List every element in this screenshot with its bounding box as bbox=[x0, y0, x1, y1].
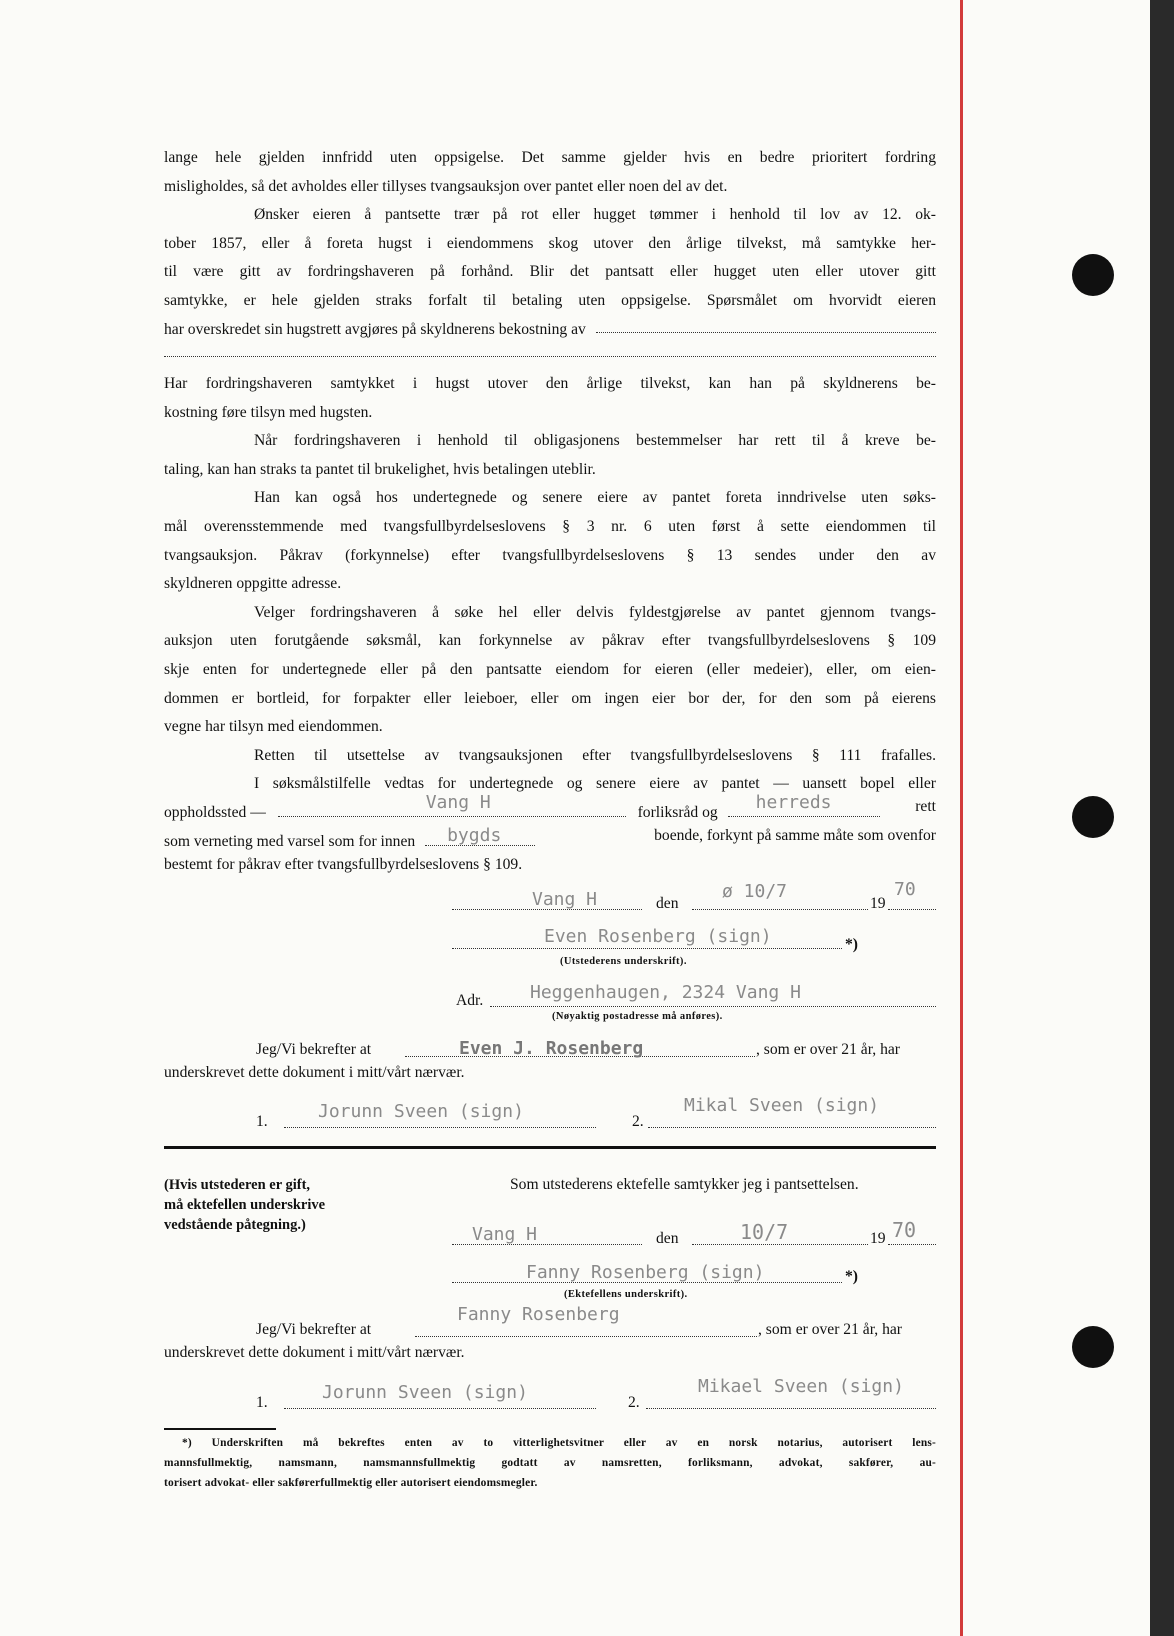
text-line: taling, kan han straks ta pantet til brukelighet, hvis betalingen uteblir. bbox=[164, 460, 596, 478]
spouse-note-line: må ektefellen underskrive bbox=[164, 1197, 326, 1213]
sign-year-field bbox=[888, 879, 936, 910]
text-line: Når fordringshaveren i henhold til obligasjonens bestemmelser har rett til å kreve be- bbox=[254, 432, 936, 450]
spouse-note-line: (Hvis utstederen er gift, bbox=[164, 1177, 311, 1193]
venue-line2-suffix: boende, forkynt på samme måte som ovenfor bbox=[654, 827, 936, 844]
witness-1-number: 1. bbox=[256, 1113, 268, 1130]
year-prefix: 19 bbox=[870, 895, 886, 912]
text-line: auksjon uten forutgående søksmål, kan forkynnelse av påkrav efter tvangsfullbyrdelseslovens § 109 bbox=[164, 632, 936, 650]
margin-line bbox=[960, 0, 963, 1636]
text-line: Han kan også hos undertegnede og senere eiere av pantet foreta inndrivelse uten søks- bbox=[254, 489, 936, 507]
footnote-marker: *) bbox=[845, 1268, 858, 1285]
address-field bbox=[490, 982, 936, 1007]
spouse-year-field bbox=[888, 1218, 936, 1245]
footnote-line: mannsfullmektig, namsmann, namsmannsfullmektig godtatt av namsretten, forliksmann, advokat, sakfører, au- bbox=[164, 1457, 936, 1469]
confirm-name-field bbox=[405, 1038, 755, 1057]
text-line: til være gitt av fordringshaveren på forhånd. Blir det pantsatt eller hugget uten eller utover gitt bbox=[164, 263, 936, 281]
spouse-witness-1-field bbox=[284, 1382, 596, 1409]
den-label: den bbox=[656, 895, 679, 912]
paragraph-block-1 bbox=[164, 144, 936, 344]
text-line: Velger fordringshaveren å søke hel eller delvis fyldestgjørelse av pantet gjennom tvangs- bbox=[254, 603, 936, 621]
venue-line-3: bestemt for påkrav efter tvangsfullbyrdelseslovens § 109. bbox=[164, 856, 523, 873]
text-line: I søksmålstilfelle vedtas for undertegnede og senere eiere av pantet — uansett bopel eller bbox=[254, 775, 936, 793]
confirm-line2: underskrevet dette dokument i mitt/vårt nærvær. bbox=[164, 1344, 465, 1361]
sign-date-field bbox=[692, 881, 868, 910]
venue-court-value: herreds bbox=[755, 792, 832, 813]
witness-2-number: 2. bbox=[628, 1394, 640, 1411]
venue-area-value: bygds bbox=[447, 825, 502, 846]
address-label: Adr. bbox=[456, 992, 484, 1009]
punch-hole bbox=[1072, 796, 1114, 838]
confirm-name-value: Even J. Rosenberg bbox=[459, 1038, 644, 1059]
venue-place-value: Vang H bbox=[425, 792, 491, 813]
spouse-year-value: 70 bbox=[892, 1218, 917, 1242]
hugst-text: har overskredet sin hugstrett avgjøres på skyldnerens bekostning av bbox=[164, 320, 586, 338]
spouse-place-field bbox=[452, 1226, 642, 1245]
scan-edge bbox=[1150, 0, 1174, 1636]
paragraph-block-2 bbox=[164, 370, 936, 799]
venue-mid: forliksråd og bbox=[637, 804, 718, 821]
text-line: samtykke, er hele gjelden straks forfalt til betaling uten oppsigelse. Spørsmålet om hvorvidt eieren bbox=[164, 291, 936, 309]
text-line: kostning føre tilsyn med hugsten. bbox=[164, 403, 373, 421]
text-line: Ønsker eieren å pantsette trær på rot eller hugget tømmer i henhold til lov av 12. ok- bbox=[254, 206, 936, 224]
issuer-signature-caption: (Utstederens underskrift). bbox=[560, 956, 687, 967]
issuer-signature: Even Rosenberg (sign) bbox=[544, 926, 772, 947]
spouse-witness-2-signature: Mikael Sveen (sign) bbox=[698, 1376, 904, 1397]
spouse-confirm-name-field bbox=[415, 1304, 757, 1337]
confirm-line2: underskrevet dette dokument i mitt/vårt nærvær. bbox=[164, 1064, 465, 1081]
text-line: tvangsauksjon. Påkrav (forkynnelse) efter tvangsfullbyrdelseslovens § 13 sendes under den av bbox=[164, 546, 936, 564]
venue-line2-prefix: som verneting med varsel som for innen bbox=[164, 833, 416, 850]
text-line: skyldneren oppgitte adresse. bbox=[164, 575, 342, 593]
spouse-date-field bbox=[692, 1220, 868, 1245]
confirm-prefix: Jeg/Vi bekrefter at bbox=[256, 1321, 372, 1338]
spouse-witness-1-signature: Jorunn Sveen (sign) bbox=[322, 1382, 528, 1403]
den-label: den bbox=[656, 1230, 679, 1247]
blank-field bbox=[596, 316, 936, 333]
confirm-prefix: Jeg/Vi bekrefter at bbox=[256, 1041, 372, 1058]
punch-hole bbox=[1072, 254, 1114, 296]
witness-1-number: 1. bbox=[256, 1394, 268, 1411]
venue-suffix: rett bbox=[915, 798, 936, 815]
text-line: Retten til utsettelse av tvangsauksjonen efter tvangsfullbyrdelseslovens § 111 frafalles. bbox=[254, 746, 936, 764]
text-line: mål overensstemmende med tvangsfullbyrdelseslovens § 3 nr. 6 uten først å sette eiendommen til bbox=[164, 517, 936, 535]
spouse-witness-2-field bbox=[646, 1376, 936, 1409]
confirm-suffix: , som er over 21 år, har bbox=[758, 1321, 902, 1338]
spouse-note-line: vedstående påtegning.) bbox=[164, 1217, 306, 1233]
spouse-date-value: 10/7 bbox=[740, 1220, 789, 1244]
address-value: Heggenhaugen, 2324 Vang H bbox=[530, 982, 801, 1003]
signature-field bbox=[452, 926, 842, 949]
text-line: tober 1857, eller å foreta hugst i eiendommens skog utover den årlige tilvekst, må samtykke her- bbox=[164, 234, 936, 252]
text-line: skje enten for undertegnede eller på den pantsatte eiendom for eieren (eller medeier), eller, om eien- bbox=[164, 660, 936, 678]
text-line: vegne har tilsyn med eiendommen. bbox=[164, 718, 383, 736]
witness-1-field bbox=[284, 1101, 596, 1128]
footnote-line: *) Underskriften må bekreftes enten av to vitterlighetsvitner eller av en norsk notarius, autorisert lens- bbox=[182, 1437, 936, 1449]
footnote-rule bbox=[164, 1428, 276, 1430]
sign-place-field bbox=[452, 891, 642, 910]
sign-place-value: Vang H bbox=[532, 889, 598, 910]
footnote bbox=[164, 1433, 936, 1493]
venue-line-1 bbox=[164, 792, 936, 822]
spouse-heading: Som utstederens ektefelle samtykker jeg i pantsettelsen. bbox=[510, 1176, 859, 1193]
witness-2-field bbox=[648, 1095, 936, 1128]
court-field bbox=[728, 792, 880, 817]
text-line: misligholdes, så det avholdes eller tillyses tvangsauksjon over pantet eller noen del av det. bbox=[164, 177, 728, 195]
witness-1-signature: Jorunn Sveen (sign) bbox=[318, 1101, 524, 1122]
venue-line-2 bbox=[164, 827, 936, 851]
footnote-marker: *) bbox=[845, 936, 858, 953]
spouse-signature: Fanny Rosenberg (sign) bbox=[526, 1262, 765, 1283]
year-prefix: 19 bbox=[870, 1230, 886, 1247]
spouse-note bbox=[164, 1175, 325, 1235]
spouse-place-value: Vang H bbox=[472, 1224, 538, 1245]
address-caption: (Nøyaktig postadresse må anføres). bbox=[552, 1011, 723, 1022]
sign-date-value: ø 10/7 bbox=[722, 881, 788, 902]
venue-prefix: oppholdssted — bbox=[164, 804, 266, 821]
text-line: lange hele gjelden innfridd uten oppsigelse. Det samme gjelder hvis en bedre prioritert fordring bbox=[164, 149, 936, 166]
spouse-confirm-name-value: Fanny Rosenberg bbox=[457, 1304, 620, 1325]
area-field bbox=[425, 827, 535, 846]
confirm-suffix: , som er over 21 år, har bbox=[756, 1041, 900, 1058]
footnote-line: torisert advokat- eller sakførerfullmektig eller autorisert eiendomsmegler. bbox=[164, 1477, 538, 1489]
witness-2-number: 2. bbox=[632, 1113, 644, 1130]
text-line: dommen er bortleid, for forpakter eller leieboer, eller om ingen eier bor der, for den som på eierens bbox=[164, 689, 936, 707]
spouse-signature-caption: (Ektefellens underskrift). bbox=[564, 1289, 688, 1300]
sign-year-value: 70 bbox=[894, 879, 916, 900]
text-line: Har fordringshaveren samtykket i hugst utover den årlige tilvekst, kan han på skyldnerens be- bbox=[164, 375, 936, 392]
section-divider bbox=[164, 1146, 936, 1149]
place-field bbox=[278, 792, 626, 817]
witness-2-signature: Mikal Sveen (sign) bbox=[684, 1095, 880, 1116]
punch-hole bbox=[1072, 1326, 1114, 1368]
blank-field bbox=[164, 340, 936, 357]
spouse-signature-field bbox=[452, 1264, 842, 1283]
